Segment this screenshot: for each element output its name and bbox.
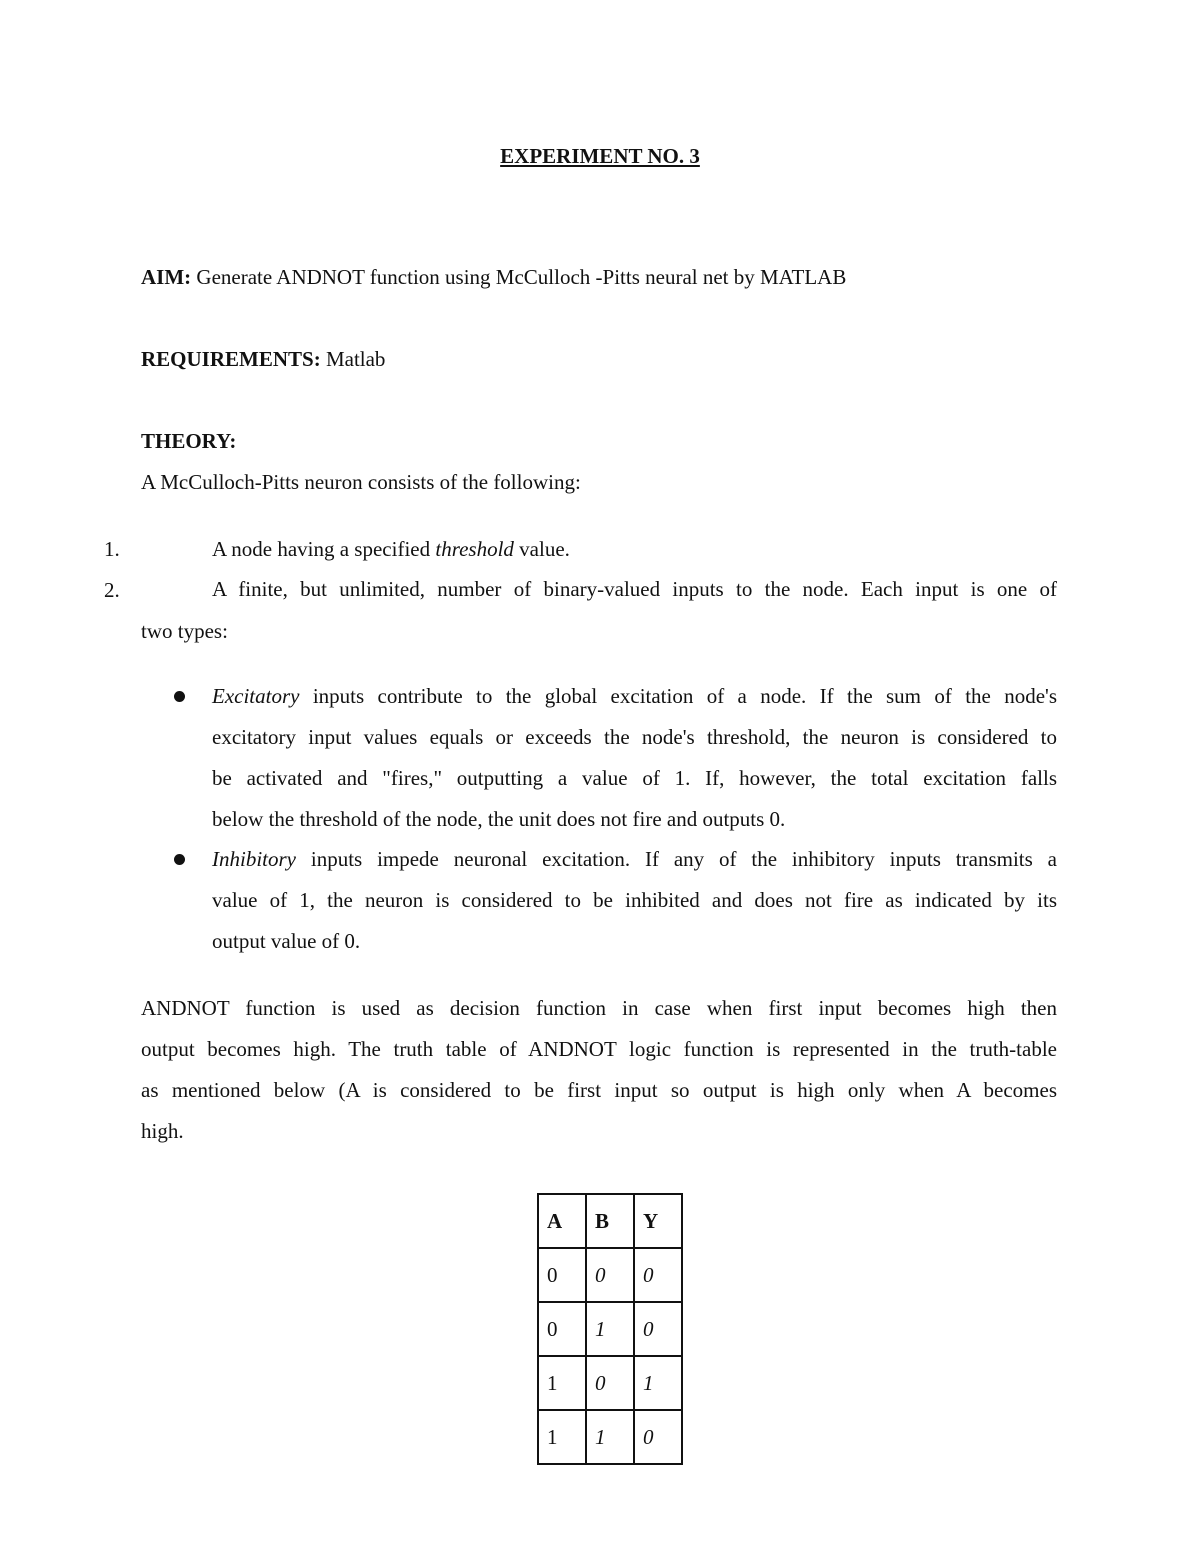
list-item-number: 2. — [104, 578, 120, 602]
list-item: A node having a specified threshold value. — [212, 537, 570, 561]
aim-line — [141, 265, 846, 290]
list-item: A finite, but unlimited, number of binary-valued inputs to the node. Each input is one of — [212, 577, 1057, 601]
list-item-continuation: two types: — [141, 619, 228, 643]
aim-text: Generate ANDNOT function using McCulloch -Pitts neural net by MATLAB — [191, 265, 847, 289]
requirements-label: REQUIREMENTS: — [141, 347, 321, 371]
table-row — [538, 1248, 682, 1302]
table-cell: 1 — [586, 1410, 634, 1464]
bullet-item-inhibitory: Inhibitory inputs impede neuronal excitation. If any of the inhibitory inputs transmits a value of 1, the neuron is considered to be inhibited and does not fire as indicated by its output value of 0. — [212, 847, 1057, 953]
table-cell: 0 — [634, 1410, 682, 1464]
list-item-number: 1. — [104, 537, 120, 561]
table-cell: 0 — [634, 1302, 682, 1356]
bullet-icon — [174, 854, 185, 865]
table-header-cell: Y — [634, 1194, 682, 1248]
bullet-item-excitatory: Excitatory inputs contribute to the global excitation of a node. If the sum of the node's excitatory input values equals or exceeds the node's threshold, the neuron is considered to be activated and "fires," outputting a value of 1. If, however, the total excitation falls below the threshold of the node, the unit does not fire and outputs 0. — [212, 684, 1057, 831]
table-cell: 1 — [538, 1410, 586, 1464]
threshold-term: threshold — [435, 537, 514, 561]
theory-intro: A McCulloch-Pitts neuron consists of the following: — [141, 470, 581, 494]
page-title: EXPERIMENT NO. 3 — [500, 144, 700, 168]
inhibitory-term: Inhibitory — [212, 847, 296, 871]
table-cell: 0 — [634, 1248, 682, 1302]
requirements-text: Matlab — [320, 347, 386, 371]
table-header-row — [538, 1194, 682, 1248]
table-cell: 0 — [586, 1356, 634, 1410]
requirements-line — [141, 347, 385, 372]
table-cell: 1 — [586, 1302, 634, 1356]
bullet-icon — [174, 691, 185, 702]
table-cell: 1 — [538, 1356, 586, 1410]
table-cell: 0 — [538, 1248, 586, 1302]
table-header-cell: B — [586, 1194, 634, 1248]
table-cell: 1 — [634, 1356, 682, 1410]
table-cell: 0 — [538, 1302, 586, 1356]
table-cell: 0 — [586, 1248, 634, 1302]
truth-table — [537, 1193, 683, 1465]
theory-heading: THEORY: — [141, 429, 237, 453]
aim-label: AIM: — [141, 265, 192, 289]
table-row — [538, 1356, 682, 1410]
excitatory-term: Excitatory — [212, 684, 300, 708]
table-row — [538, 1302, 682, 1356]
table-row — [538, 1410, 682, 1464]
andnot-paragraph: ANDNOT function is used as decision function in case when first input becomes high then output becomes high. The truth table of ANDNOT logic function is represented in the truth-table as mentioned below (A is considered to be first input so output is high only when A becomes high. — [141, 996, 1057, 1143]
table-header-cell: A — [538, 1194, 586, 1248]
